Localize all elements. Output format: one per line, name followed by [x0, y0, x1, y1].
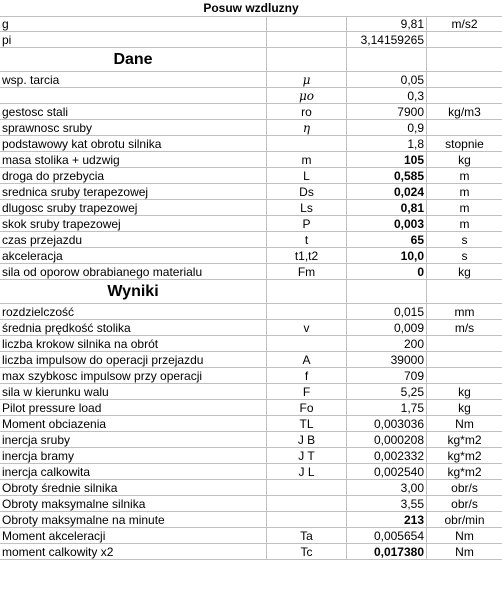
- symbol-cell[interactable]: v: [267, 320, 347, 335]
- label-cell[interactable]: dlugosc sruby trapezowej: [0, 200, 267, 215]
- table-row: [0, 400, 502, 416]
- symbol-cell[interactable]: t1,t2: [267, 248, 347, 263]
- symbol-cell[interactable]: [267, 32, 347, 47]
- symbol-cell[interactable]: Fm: [267, 264, 347, 279]
- table-row: [0, 336, 502, 352]
- value-cell[interactable]: 3,14159265: [347, 32, 427, 47]
- value-cell[interactable]: 65: [347, 232, 427, 247]
- table-row: [0, 320, 502, 336]
- unit-cell[interactable]: mm: [454, 304, 475, 319]
- value-cell[interactable]: 3,55: [347, 496, 427, 511]
- symbol-cell[interactable]: Tc: [267, 544, 347, 559]
- section-title-cell[interactable]: Dane: [0, 48, 267, 71]
- symbol-cell[interactable]: Ds: [267, 184, 347, 199]
- symbol-cell[interactable]: [267, 336, 347, 351]
- unit-cell[interactable]: [427, 48, 502, 71]
- value-cell[interactable]: 0,017380: [347, 544, 427, 559]
- table-row: [0, 32, 502, 48]
- symbol-cell[interactable]: [267, 512, 347, 527]
- table-row: [0, 368, 502, 384]
- symbol-cell[interactable]: [267, 136, 347, 151]
- table-row: [0, 416, 502, 432]
- symbol-cell[interactable]: ro: [267, 104, 347, 119]
- label-cell[interactable]: inercja sruby: [0, 432, 267, 447]
- table-row: [0, 432, 502, 448]
- table-row: [0, 352, 502, 368]
- unit-cell[interactable]: obr/s: [451, 480, 478, 495]
- symbol-cell[interactable]: t: [267, 232, 347, 247]
- table-row: [0, 304, 502, 320]
- value-cell[interactable]: 709: [347, 368, 427, 383]
- label-cell[interactable]: masa stolika + udzwig: [0, 152, 267, 167]
- unit-cell[interactable]: Nm: [455, 416, 474, 431]
- unit-cell[interactable]: m: [459, 216, 470, 231]
- label-cell[interactable]: liczba krokow silnika na obrót: [0, 336, 267, 351]
- value-cell[interactable]: 0,024: [347, 184, 427, 199]
- table-row: [0, 264, 502, 280]
- table-row: [0, 448, 502, 464]
- value-cell[interactable]: 0,015: [347, 304, 427, 319]
- unit-cell[interactable]: m: [459, 184, 470, 199]
- value-cell[interactable]: 0,003036: [347, 416, 427, 431]
- table-row: [0, 512, 502, 528]
- symbol-cell[interactable]: μo: [267, 88, 347, 103]
- value-cell[interactable]: [347, 48, 427, 71]
- unit-cell[interactable]: kg/m3: [448, 104, 481, 119]
- value-cell[interactable]: 0,009: [347, 320, 427, 335]
- unit-cell[interactable]: Nm: [455, 528, 474, 543]
- value-cell[interactable]: [347, 280, 427, 303]
- symbol-cell[interactable]: A: [267, 352, 347, 367]
- label-cell[interactable]: podstawowy kat obrotu silnika: [0, 136, 267, 151]
- value-cell[interactable]: 9,81: [347, 16, 427, 31]
- symbol-cell[interactable]: TL: [267, 416, 347, 431]
- unit-cell[interactable]: m: [459, 200, 470, 215]
- unit-cell[interactable]: kg: [458, 152, 471, 167]
- value-cell[interactable]: 0,05: [347, 72, 427, 87]
- label-cell[interactable]: [0, 88, 267, 103]
- unit-cell[interactable]: m: [459, 168, 470, 183]
- unit-cell[interactable]: kg*m2: [447, 432, 482, 447]
- table-row: [0, 248, 502, 264]
- value-cell[interactable]: 10,0: [347, 248, 427, 263]
- value-cell[interactable]: 0,000208: [347, 432, 427, 447]
- label-cell[interactable]: inercja calkowita: [0, 464, 267, 479]
- label-cell[interactable]: skok sruby trapezowej: [0, 216, 267, 231]
- symbol-cell[interactable]: L: [267, 168, 347, 183]
- unit-cell[interactable]: kg*m2: [447, 448, 482, 463]
- table-row: [0, 136, 502, 152]
- table-row: [0, 544, 502, 560]
- label-cell[interactable]: gestosc stali: [0, 104, 267, 119]
- label-cell[interactable]: Moment akceleracji: [0, 528, 267, 543]
- symbol-cell[interactable]: J B: [267, 432, 347, 447]
- value-cell[interactable]: 7900: [347, 104, 427, 119]
- section-header-row: [0, 280, 502, 304]
- unit-cell[interactable]: kg: [458, 264, 471, 279]
- label-cell[interactable]: sprawnosc sruby: [0, 120, 267, 135]
- unit-cell[interactable]: [427, 368, 502, 383]
- table-row: [0, 232, 502, 248]
- value-cell[interactable]: 0,002540: [347, 464, 427, 479]
- label-cell[interactable]: czas przejazdu: [0, 232, 267, 247]
- symbol-cell[interactable]: [267, 16, 347, 31]
- unit-cell[interactable]: kg: [458, 384, 471, 399]
- table-row: [0, 104, 502, 120]
- table-row: [0, 184, 502, 200]
- unit-cell[interactable]: [427, 280, 502, 303]
- label-cell[interactable]: moment calkowity x2: [0, 544, 267, 559]
- label-cell[interactable]: pi: [0, 32, 267, 47]
- table-row: [0, 88, 502, 104]
- label-cell[interactable]: max szybkosc impulsow przy operacji: [0, 368, 267, 383]
- label-cell[interactable]: rozdzielczość: [0, 304, 267, 319]
- unit-cell[interactable]: s: [461, 232, 468, 247]
- label-cell[interactable]: srednica sruby terapezowej: [0, 184, 267, 199]
- table-row: [0, 120, 502, 136]
- label-cell[interactable]: średnia prędkość stolika: [0, 320, 267, 335]
- unit-cell[interactable]: Nm: [455, 544, 474, 559]
- value-cell[interactable]: 0,002332: [347, 448, 427, 463]
- section-header-row: [0, 48, 502, 72]
- label-cell[interactable]: sila w kierunku walu: [0, 384, 267, 399]
- label-cell[interactable]: Obroty maksymalne silnika: [0, 496, 267, 511]
- unit-cell[interactable]: stopnie: [445, 136, 484, 151]
- symbol-cell[interactable]: f: [267, 368, 347, 383]
- data-grid: [0, 16, 502, 560]
- value-cell[interactable]: 0,3: [347, 88, 427, 103]
- unit-cell[interactable]: [427, 120, 502, 135]
- value-cell[interactable]: 1,8: [347, 136, 427, 151]
- value-cell[interactable]: 105: [347, 152, 427, 167]
- table-row: [0, 216, 502, 232]
- table-row: [0, 16, 502, 32]
- label-cell[interactable]: akceleracja: [0, 248, 267, 263]
- unit-cell[interactable]: s: [461, 248, 468, 263]
- value-cell[interactable]: 0,003: [347, 216, 427, 231]
- table-row: [0, 200, 502, 216]
- unit-cell[interactable]: kg: [458, 400, 471, 415]
- symbol-cell[interactable]: η: [267, 120, 347, 135]
- symbol-cell[interactable]: J T: [267, 448, 347, 463]
- label-cell[interactable]: Pilot pressure load: [0, 400, 267, 415]
- label-cell[interactable]: Obroty maksymalne na minute: [0, 512, 267, 527]
- unit-cell[interactable]: [427, 72, 502, 87]
- symbol-cell[interactable]: J L: [267, 464, 347, 479]
- table-row: [0, 168, 502, 184]
- label-cell[interactable]: liczba impulsow do operacji przejazdu: [0, 352, 267, 367]
- unit-cell[interactable]: [427, 352, 502, 367]
- table-row: [0, 152, 502, 168]
- symbol-cell[interactable]: P: [267, 216, 347, 231]
- section-title-cell[interactable]: Wyniki: [0, 280, 267, 303]
- symbol-cell[interactable]: μ: [267, 72, 347, 87]
- label-cell[interactable]: Moment obciazenia: [0, 416, 267, 431]
- table-row: [0, 72, 502, 88]
- value-cell[interactable]: 3,00: [347, 480, 427, 495]
- symbol-cell[interactable]: Ls: [267, 200, 347, 215]
- label-cell[interactable]: Obroty średnie silnika: [0, 480, 267, 495]
- unit-cell[interactable]: [427, 32, 502, 47]
- table-row: [0, 496, 502, 512]
- label-cell[interactable]: sila od oporow obrabianego materialu: [0, 264, 267, 279]
- value-cell[interactable]: 200: [347, 336, 427, 351]
- symbol-cell[interactable]: Fo: [267, 400, 347, 415]
- label-cell[interactable]: droga do przebycia: [0, 168, 267, 183]
- symbol-cell[interactable]: [267, 48, 347, 71]
- sheet-title[interactable]: Posuw wzdluzny: [203, 1, 299, 15]
- value-cell[interactable]: 0,005654: [347, 528, 427, 543]
- symbol-cell[interactable]: Ta: [267, 528, 347, 543]
- value-cell[interactable]: 5,25: [347, 384, 427, 399]
- table-row: [0, 464, 502, 480]
- unit-cell[interactable]: m/s: [454, 320, 475, 335]
- symbol-cell[interactable]: m: [267, 152, 347, 167]
- symbol-cell[interactable]: F: [267, 384, 347, 399]
- label-cell[interactable]: inercja bramy: [0, 448, 267, 463]
- value-cell[interactable]: 39000: [347, 352, 427, 367]
- symbol-cell[interactable]: [267, 280, 347, 303]
- unit-cell[interactable]: obr/s: [451, 496, 478, 511]
- value-cell[interactable]: 0,585: [347, 168, 427, 183]
- table-row: [0, 528, 502, 544]
- table-row: [0, 384, 502, 400]
- value-cell[interactable]: 1,75: [347, 400, 427, 415]
- table-row: [0, 480, 502, 496]
- value-cell[interactable]: 0: [347, 264, 427, 279]
- label-cell[interactable]: g: [0, 16, 267, 31]
- unit-cell[interactable]: [427, 336, 502, 351]
- symbol-cell[interactable]: [267, 480, 347, 495]
- value-cell[interactable]: 0,81: [347, 200, 427, 215]
- value-cell[interactable]: 0,9: [347, 120, 427, 135]
- value-cell[interactable]: 213: [347, 512, 427, 527]
- unit-cell[interactable]: obr/min: [444, 512, 485, 527]
- symbol-cell[interactable]: [267, 304, 347, 319]
- unit-cell[interactable]: m/s2: [451, 16, 478, 31]
- unit-cell[interactable]: kg*m2: [447, 464, 482, 479]
- label-cell[interactable]: wsp. tarcia: [0, 72, 267, 87]
- symbol-cell[interactable]: [267, 496, 347, 511]
- unit-cell[interactable]: [427, 88, 502, 103]
